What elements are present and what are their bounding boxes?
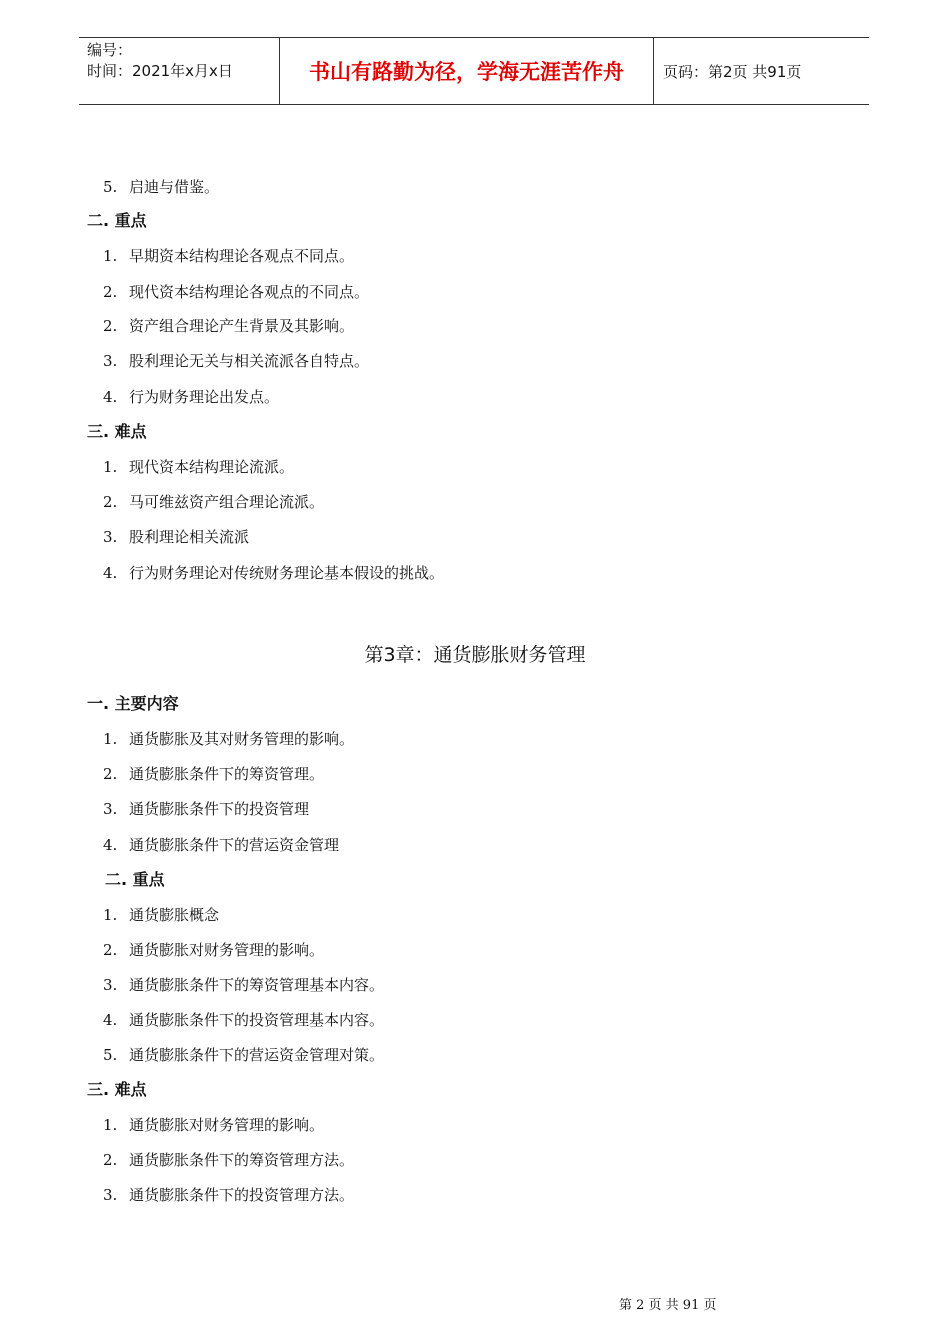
list-item: 5. 通货膨胀条件下的营运资金管理对策。 — [103, 1046, 385, 1064]
section-heading-difficult: 三. 难点 — [87, 422, 147, 441]
list-item: 3. 股利理论相关流派 — [103, 528, 250, 546]
list-item: 1. 通货膨胀对财务管理的影响。 — [103, 1116, 325, 1134]
time-label: 时间：2021年x月x日 — [87, 62, 233, 80]
list-item: 3. 通货膨胀条件下的筹资管理基本内容。 — [103, 976, 385, 994]
list-item: 2. 马可维兹资产组合理论流派。 — [103, 493, 325, 511]
section-heading-difficult: 三. 难点 — [87, 1080, 147, 1099]
list-item: 2. 通货膨胀条件下的筹资管理。 — [103, 765, 325, 783]
list-item: 4. 行为财务理论出发点。 — [103, 388, 280, 406]
list-item: 1. 现代资本结构理论流派。 — [103, 458, 295, 476]
list-item: 1. 早期资本结构理论各观点不同点。 — [103, 247, 355, 265]
list-item: 2. 通货膨胀对财务管理的影响。 — [103, 941, 325, 959]
list-item: 1. 通货膨胀概念 — [103, 906, 220, 924]
header-motto: 书山有路勤为径，学海无涯苦作舟 — [280, 38, 654, 104]
section-heading-key: 二. 重点 — [87, 211, 147, 230]
header-meta — [79, 38, 280, 104]
list-item: 2. 现代资本结构理论各观点的不同点。 — [103, 283, 370, 301]
header-page-number: 页码：第2页 共91页 — [663, 62, 802, 81]
page-footer: 第 2 页 共 91 页 — [619, 1298, 717, 1313]
list-item: 2. 资产组合理论产生背景及其影响。 — [103, 317, 355, 335]
page-header — [79, 37, 869, 105]
chapter-title: 第3章：通货膨胀财务管理 — [364, 644, 586, 666]
list-item: 5. 启迪与借鉴。 — [103, 178, 220, 196]
list-item: 3. 股利理论无关与相关流派各自特点。 — [103, 352, 370, 370]
section-heading-key: 二. 重点 — [105, 870, 165, 889]
code-label: 编号： — [87, 41, 133, 59]
list-item: 4. 通货膨胀条件下的投资管理基本内容。 — [103, 1011, 385, 1029]
list-item: 1. 通货膨胀及其对财务管理的影响。 — [103, 730, 355, 748]
list-item: 3. 通货膨胀条件下的投资管理方法。 — [103, 1186, 355, 1204]
list-item: 2. 通货膨胀条件下的筹资管理方法。 — [103, 1151, 355, 1169]
list-item: 4. 通货膨胀条件下的营运资金管理 — [103, 836, 340, 854]
list-item: 4. 行为财务理论对传统财务理论基本假设的挑战。 — [103, 564, 445, 582]
section-heading-main: 一. 主要内容 — [87, 694, 179, 713]
list-item: 3. 通货膨胀条件下的投资管理 — [103, 800, 310, 818]
